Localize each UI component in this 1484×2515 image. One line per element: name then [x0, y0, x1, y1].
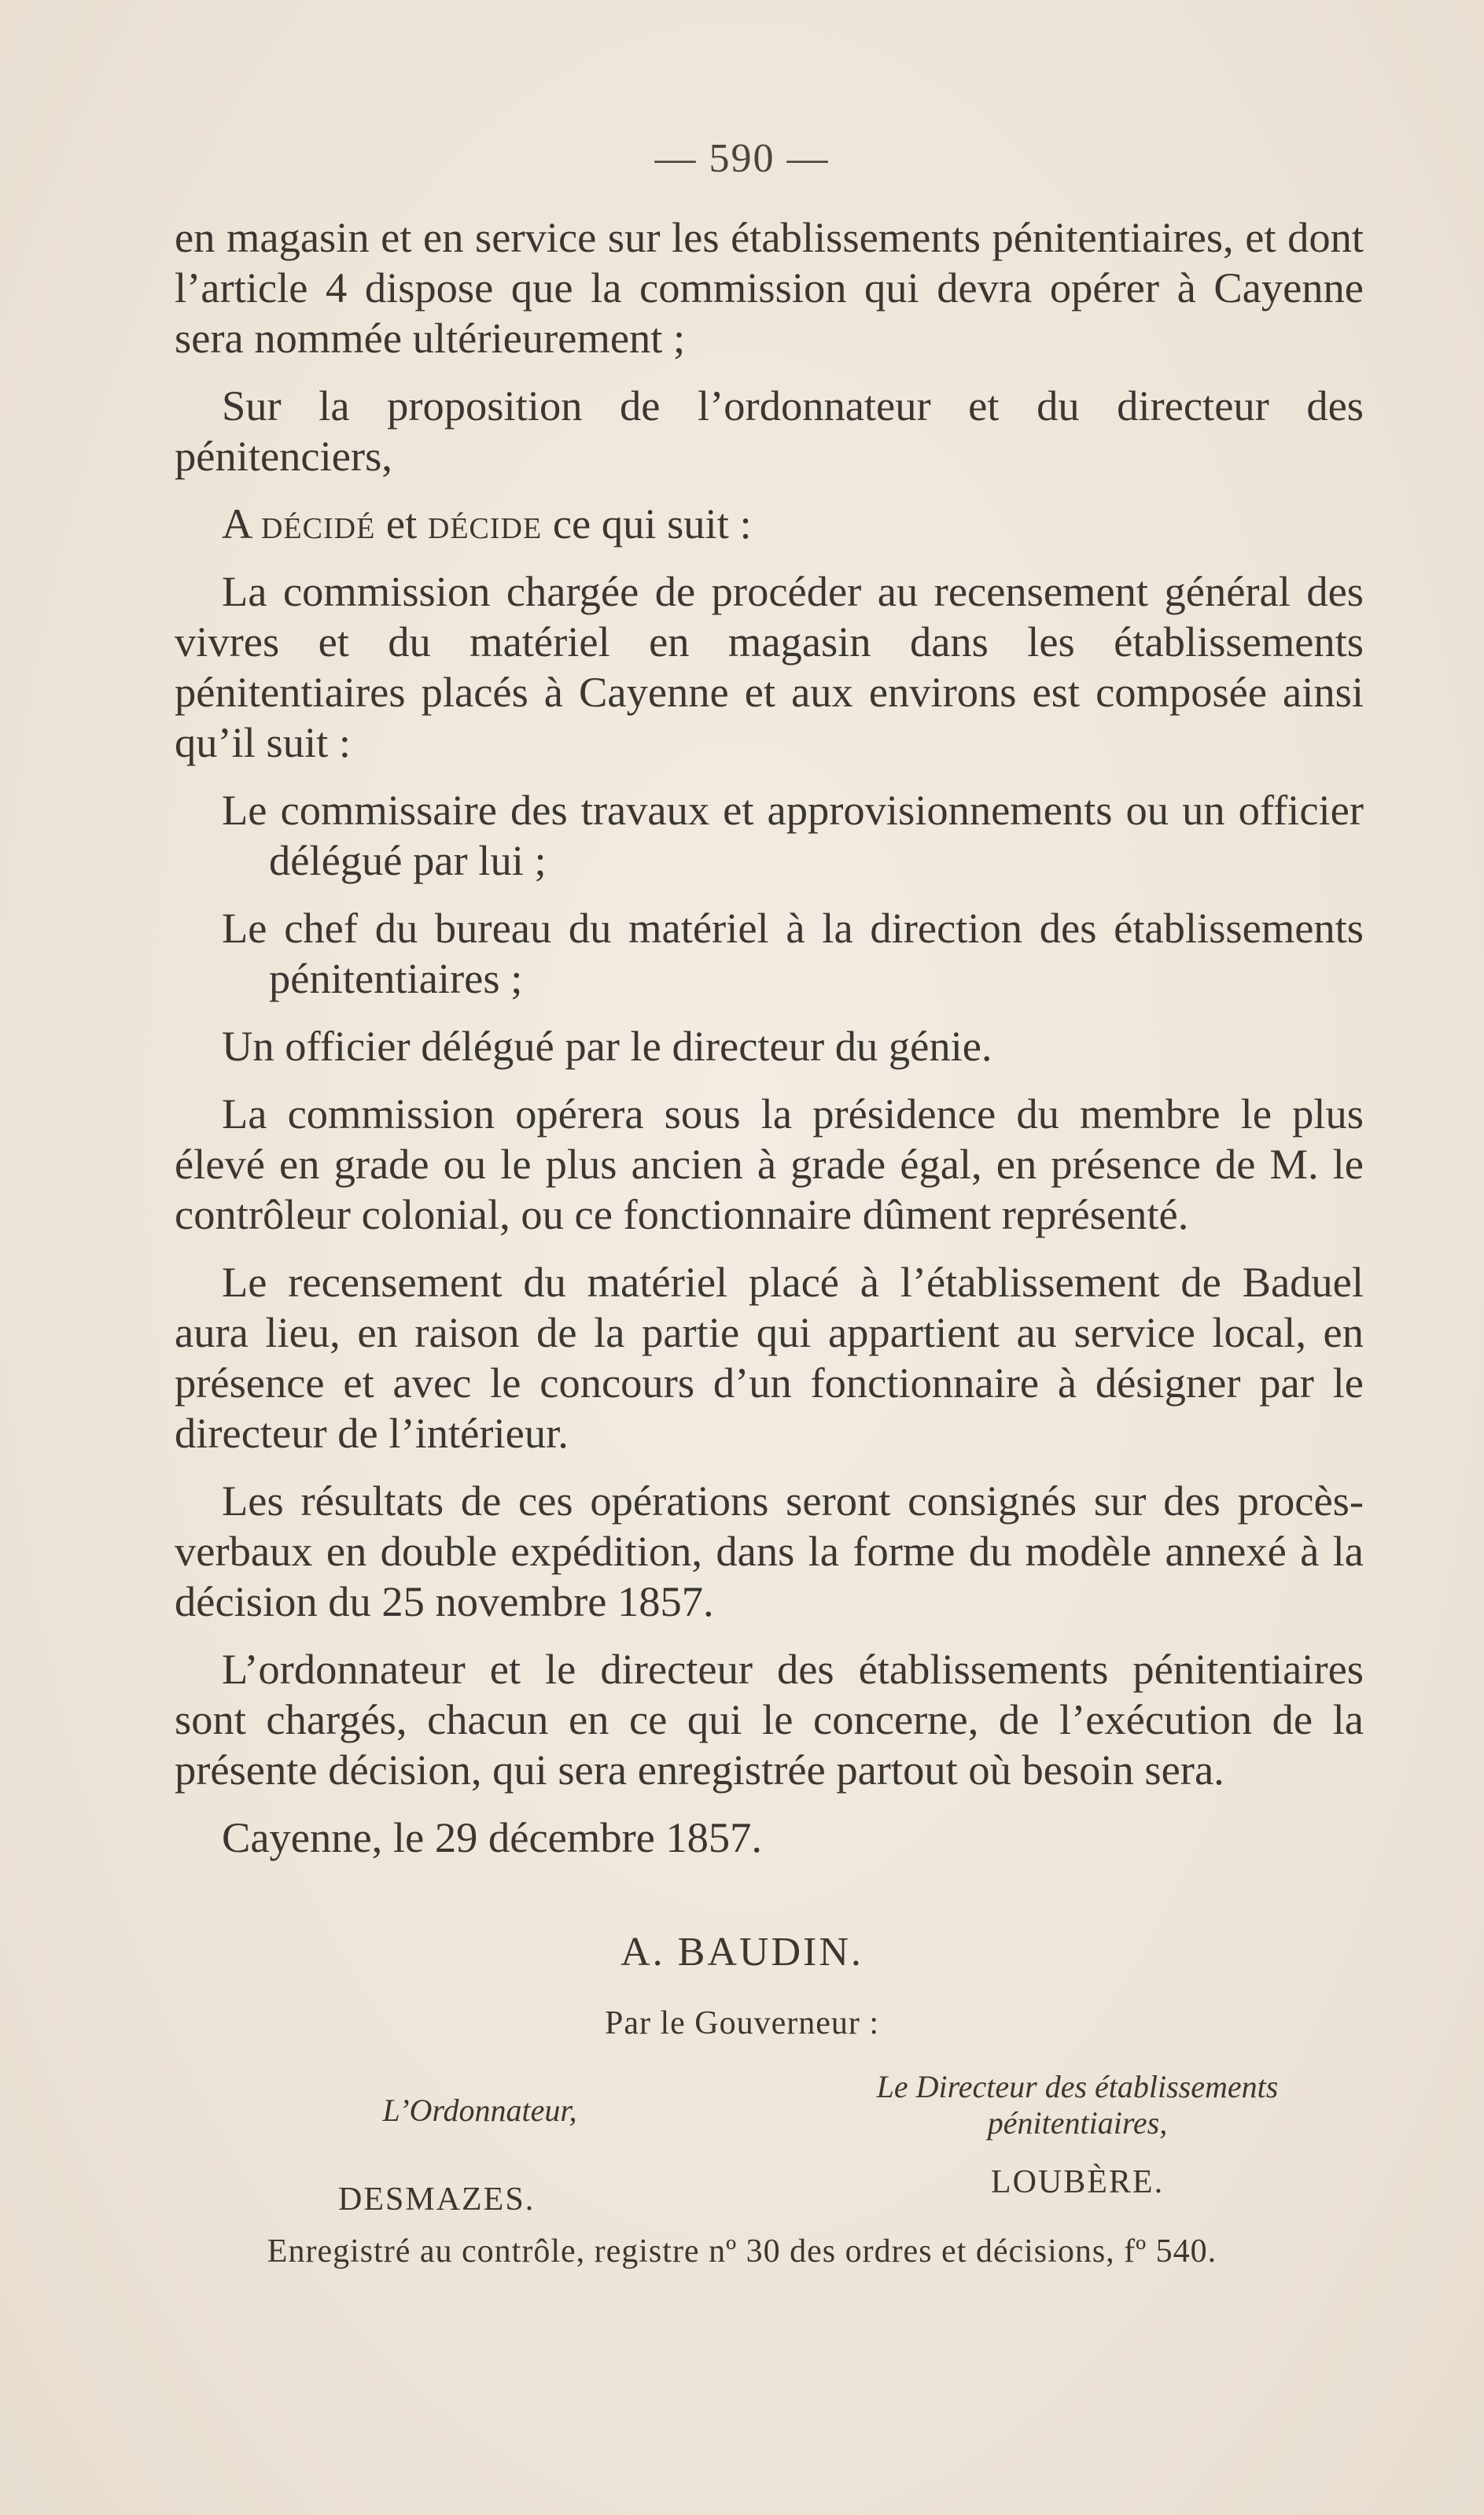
directeur-name: LOUBÈRE.	[990, 2164, 1165, 2200]
page-number: — 590 —	[654, 136, 830, 181]
member-item: Le chef du bureau du matériel à la direction des établissements pénitentiaires ;	[222, 904, 1364, 1002]
paragraph-resultats: Les résultats de ces opérations seront consignés sur des procès-verbaux en double expédition, dans la forme du modèle annexé à la décision du 25 novembre 1857.	[175, 1477, 1364, 1625]
par-le-gouverneur: Par le Gouverneur :	[604, 2005, 880, 2041]
decision-and: et	[375, 500, 428, 548]
directeur-role-line-2: pénitentiaires,	[987, 2105, 1168, 2141]
paragraph-presidence: La commission opérera sous la présidence du membre le plus élevé en grade ou le plus ancien à grade égal, en présence de M. le contrôleur colonial, ou ce fonctionnaire dûment représenté.	[175, 1090, 1364, 1238]
paragraph-baduel: Le recensement du matériel placé à l’établissement de Baduel aura lieu, en raison de la partie qui appartient au service local, en présence et avec le concours d’un fonctionnaire à désigner par le directeur de l’intérieur.	[175, 1258, 1364, 1457]
ordonnateur-name: DESMAZES.	[338, 2181, 536, 2218]
paragraph-proposition: Sur la proposition de l’ordonnateur et du directeur des pénitenciers,	[175, 382, 1364, 480]
body-text	[175, 212, 1364, 1880]
signatory-ordonnateur	[315, 2093, 645, 2218]
decision-decide-1: décidé	[260, 500, 376, 548]
decision-prefix: A	[222, 500, 261, 548]
paragraph-continuation: en magasin et en service sur les établissements pénitentiaires, et dont l’article 4 dispose que la commission qui devra opérer à Cayenne sera nommée ultérieurement ;	[175, 213, 1364, 362]
member-item: Un officier délégué par le directeur du génie.	[222, 1022, 992, 1070]
paragraph-composition: La commission chargée de procéder au recensement général des vivres et du matériel en magasin dans les établissements pénitentiaires placés à Cayenne et aux environs est composée ainsi qu’il suit :	[175, 567, 1364, 766]
member-item: Le commissaire des travaux et approvisionnements ou un officier délégué par lui ;	[222, 786, 1364, 884]
paragraph-date: Cayenne, le 29 décembre 1857.	[222, 1813, 763, 1861]
decision-line	[175, 499, 1364, 549]
decision-decide-2: décide	[427, 500, 543, 548]
registration-footer: Enregistré au contrôle, registre nº 30 des ordres et décisions, fº 540.	[267, 2233, 1217, 2270]
paragraph-execution: L’ordonnateur et le directeur des établissements pénitentiaires sont chargés, chacun en ce qui le concerne, de l’exécution de la présente décision, qui sera enregistrée partout où besoin sera.	[175, 1645, 1364, 1794]
signatory-directeur	[826, 2069, 1329, 2201]
decision-suffix: ce qui suit :	[542, 500, 752, 548]
governor-signature: A. BAUDIN.	[620, 1930, 864, 1975]
ordonnateur-role: L’Ordonnateur,	[382, 2093, 577, 2128]
directeur-role-line-1: Le Directeur des établissements	[876, 2069, 1279, 2104]
